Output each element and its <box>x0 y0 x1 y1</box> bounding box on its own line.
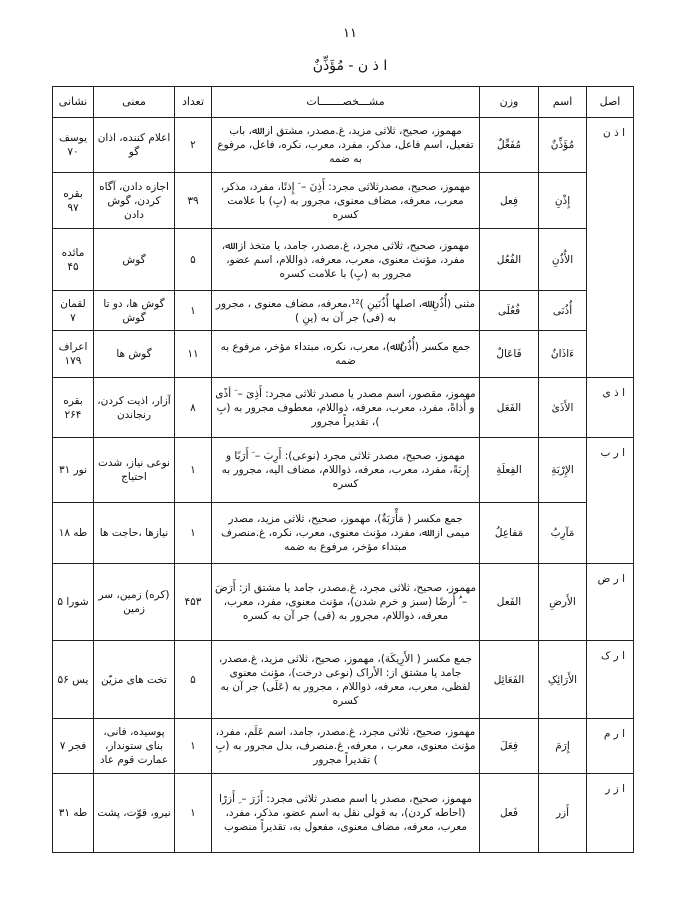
root-cell: ا ر ک <box>587 641 634 719</box>
meaning-cell: (کره) زمین، سر زمین <box>94 564 175 641</box>
meaning-cell: گوش <box>94 229 175 291</box>
reference-cell: شورا ۵ <box>53 564 94 641</box>
ism-cell: الإِرْبَةِ <box>539 438 587 503</box>
wazn-cell: الفَعل <box>480 564 539 641</box>
header-moshakhasat: مشـــخصـــــــات <box>212 87 480 118</box>
meaning-cell: پوسیده، فانی، بنای ستوندار، عمارت قوم عاد <box>94 719 175 774</box>
desc-cell: مهموز، صحیح، ثلاثی مجرد، غ.مصدر، جامد، اسم عَلَم، مفرد، مؤنث معنوی، معرب ، معرفه، غ.منصرف، بدل مجرور به (بِ ) تقدیراً مجرور <box>212 719 480 774</box>
reference-cell: اعراف ۱۷۹ <box>53 331 94 378</box>
reference-cell: فجر ۷ <box>53 719 94 774</box>
reference-cell: یوسف ۷۰ <box>53 118 94 173</box>
header-ism: اسم <box>539 87 587 118</box>
ism-cell: الأَرضِ <box>539 564 587 641</box>
count-cell: ۲ <box>175 118 212 173</box>
table-row <box>53 118 634 173</box>
ism-cell: إِذْنِ <box>539 173 587 229</box>
header-mani: معنی <box>94 87 175 118</box>
meaning-cell: اعلام کننده، اذان گو <box>94 118 175 173</box>
count-cell: ۱ <box>175 291 212 331</box>
wazn-cell: الفَعَل <box>480 378 539 438</box>
desc-cell: جمع مکسر ( مَأْرَبَةٌ)، مهموز، صحیح، ثلاثی مزید، مصدر میمی از: ﷲ، مفرد، مؤنث معنوی، معرب، نکره، غ.منصرف مبتداء مؤخر، مرفوع به ضمه <box>212 503 480 564</box>
reference-cell: طه ۳۱ <box>53 774 94 853</box>
desc-cell: مهموز، صحیح، مصدر یا اسم مصدر ثلاثی مجرد: أَزَرَ – ِ أَزرًا (احاطه کردن)، به قولی نقل به اسم عضو، مذکر، مفرد، معرب، معرفه، مضاف معنوی، مفعول به، تقدیراً منصوب <box>212 774 480 853</box>
table-row <box>53 291 634 331</box>
reference-cell: نور ۳۱ <box>53 438 94 503</box>
count-cell: ۸ <box>175 378 212 438</box>
wazn-cell: فَاعَالٌ <box>480 331 539 378</box>
table-row <box>53 438 634 503</box>
wazn-cell: الفِعلَةِ <box>480 438 539 503</box>
wazn-cell: مُفَعِّلٌ <box>480 118 539 173</box>
meaning-cell: آزار، اذیت کردن، رنجاندن <box>94 378 175 438</box>
ism-cell: أَزر <box>539 774 587 853</box>
desc-cell: مهموز، صحیح، مصدرثلاثی مجرد: أَذِنَ – َ إِذنًا، مفرد، مذکر، معرب، معرفه، مضاف معنوی، مجرور به (بِ) با علامت کسره <box>212 173 480 229</box>
count-cell: ۴۵۳ <box>175 564 212 641</box>
count-cell: ۳۹ <box>175 173 212 229</box>
ism-cell: مُؤَذِّنٌ <box>539 118 587 173</box>
desc-cell: جمع مکسر (أُذُنٌ ﷲ)، معرب، نکره، مبتداء مؤخر، مرفوع به ضمه <box>212 331 480 378</box>
wazn-cell: الفَعَائِل <box>480 641 539 719</box>
meaning-cell: گوش ها، دو تا گوش <box>94 291 175 331</box>
table-row <box>53 719 634 774</box>
meaning-cell: تخت های مزیّن <box>94 641 175 719</box>
root-cell: ا ز ر <box>587 774 634 853</box>
root-cell: ا ر ض <box>587 564 634 641</box>
wazn-cell: فِعَلَ <box>480 719 539 774</box>
header-tedad: تعداد <box>175 87 212 118</box>
root-cell: ا ر ب <box>587 438 634 564</box>
header-wazn: وزن <box>480 87 539 118</box>
ism-cell: الأَذَیٰ <box>539 378 587 438</box>
root-cell: ا ذ ی <box>587 378 634 438</box>
ism-cell: ءَاذَانٌ <box>539 331 587 378</box>
wazn-cell: مَفاعِلُ <box>480 503 539 564</box>
table-row <box>53 378 634 438</box>
reference-cell: لقمان ۷ <box>53 291 94 331</box>
header-asl: اصل <box>587 87 634 118</box>
meaning-cell: نیازها ،حاجت ها <box>94 503 175 564</box>
desc-cell: مهموز، صحیح، ثلاثی مجرد، غ.مصدر، جامد، یا متخذ از: ﷲ، مفرد، مؤنث معنوی، معرب، معرفه، ذواللام، اسم عضو، مجرور به (بِ) با علامت کسره <box>212 229 480 291</box>
reference-cell: بقره ۹۷ <box>53 173 94 229</box>
table-row <box>53 173 634 229</box>
count-cell: ۱ <box>175 774 212 853</box>
wazn-cell: فَعل <box>480 774 539 853</box>
count-cell: ۱۱ <box>175 331 212 378</box>
lexicon-table <box>52 86 634 853</box>
count-cell: ۱ <box>175 719 212 774</box>
meaning-cell: گوش ها <box>94 331 175 378</box>
table-row <box>53 774 634 853</box>
reference-cell: بقره ۲۶۴ <box>53 378 94 438</box>
reference-cell: مائده ۴۵ <box>53 229 94 291</box>
desc-cell: مهموز، مقصور، اسم مصدر یا مصدر ثلاثی مجرد: أَذِیَ – َ أذًی و أَذاةً، مفرد، معرب، معرفه، ذواللام، معطوف مجرور به (بِ )، تقدیراً مجرور <box>212 378 480 438</box>
page-number: ۱۱ <box>343 26 357 41</box>
table-row <box>53 564 634 641</box>
page-title: ا ذ ن - مُؤَذِّنٌ <box>312 58 388 74</box>
meaning-cell: نیرو، قوّت، پشت <box>94 774 175 853</box>
meaning-cell: نوعی نیاز، شدت احتیاج <box>94 438 175 503</box>
meaning-cell: اجازه دادن، آگاه کردن، گوش دادن <box>94 173 175 229</box>
table-header-row <box>53 87 634 118</box>
ism-cell: أُذُنَی <box>539 291 587 331</box>
table-row <box>53 331 634 378</box>
ism-cell: إِرَمَ <box>539 719 587 774</box>
count-cell: ۵ <box>175 229 212 291</box>
table-row <box>53 229 634 291</box>
table-row <box>53 503 634 564</box>
ism-cell: الأُذُنِ <box>539 229 587 291</box>
reference-cell: طه ۱۸ <box>53 503 94 564</box>
desc-cell: جمع مکسر ( الأَرِیکَة)، مهموز، صحیح، ثلاثی مزید، غ.مصدر، جامد یا مشتق از: الأراک (نوعی درخت)، مؤنث معنوی لفظی، معرب، معرفه، ذواللام ، مجرور به (عَلَی) جر آن به کسره <box>212 641 480 719</box>
root-cell: ا ذ ن <box>587 118 634 378</box>
ism-cell: مَآرِبُ <box>539 503 587 564</box>
wazn-cell: فُعُلَی <box>480 291 539 331</box>
header-neshani: نشانی <box>53 87 94 118</box>
desc-cell: مهموز، صحیح، ثلاثی مزید، غ.مصدر، مشتق از: ﷲ، باب تفعیل، اسم فاعل، مذکر، مفرد، معرب، نکره، فاعل، مرفوع به ضمه <box>212 118 480 173</box>
count-cell: ۵ <box>175 641 212 719</box>
desc-cell: مهموز، صحیح، ثلاثی مجرد، غ.مصدر، جامد یا مشتق از: أَرَضَ – ُ أَرضًا (سبز و خرم شدن)، مؤنث معنوی، مفرد، معرب، معرفه، ذواللام، مجرور به (فی) جر آن به کسره <box>212 564 480 641</box>
wazn-cell: فِعل <box>480 173 539 229</box>
wazn-cell: الفُعُل <box>480 229 539 291</box>
desc-cell: مهموز، صحیح، مصدر ثلاثی مجرد (نوعی): أَرِبَ – َ أَرَبًا و إِربَةً، مفرد، معرب، معرفه، ذواللام، مضاف الیه، مجرور به کسره <box>212 438 480 503</box>
reference-cell: یس ۵۶ <box>53 641 94 719</box>
count-cell: ۱ <box>175 438 212 503</box>
desc-cell: مثنی (أُذُنِ ﷲ، اصلها أُذُنَینِ )¹²،معرفه، مضاف معنوی ، مجرور به (فی) جر آن به (ینِ ) <box>212 291 480 331</box>
ism-cell: الأَرَائِکِ <box>539 641 587 719</box>
count-cell: ۱ <box>175 503 212 564</box>
root-cell: ا ر م <box>587 719 634 774</box>
table-row <box>53 641 634 719</box>
